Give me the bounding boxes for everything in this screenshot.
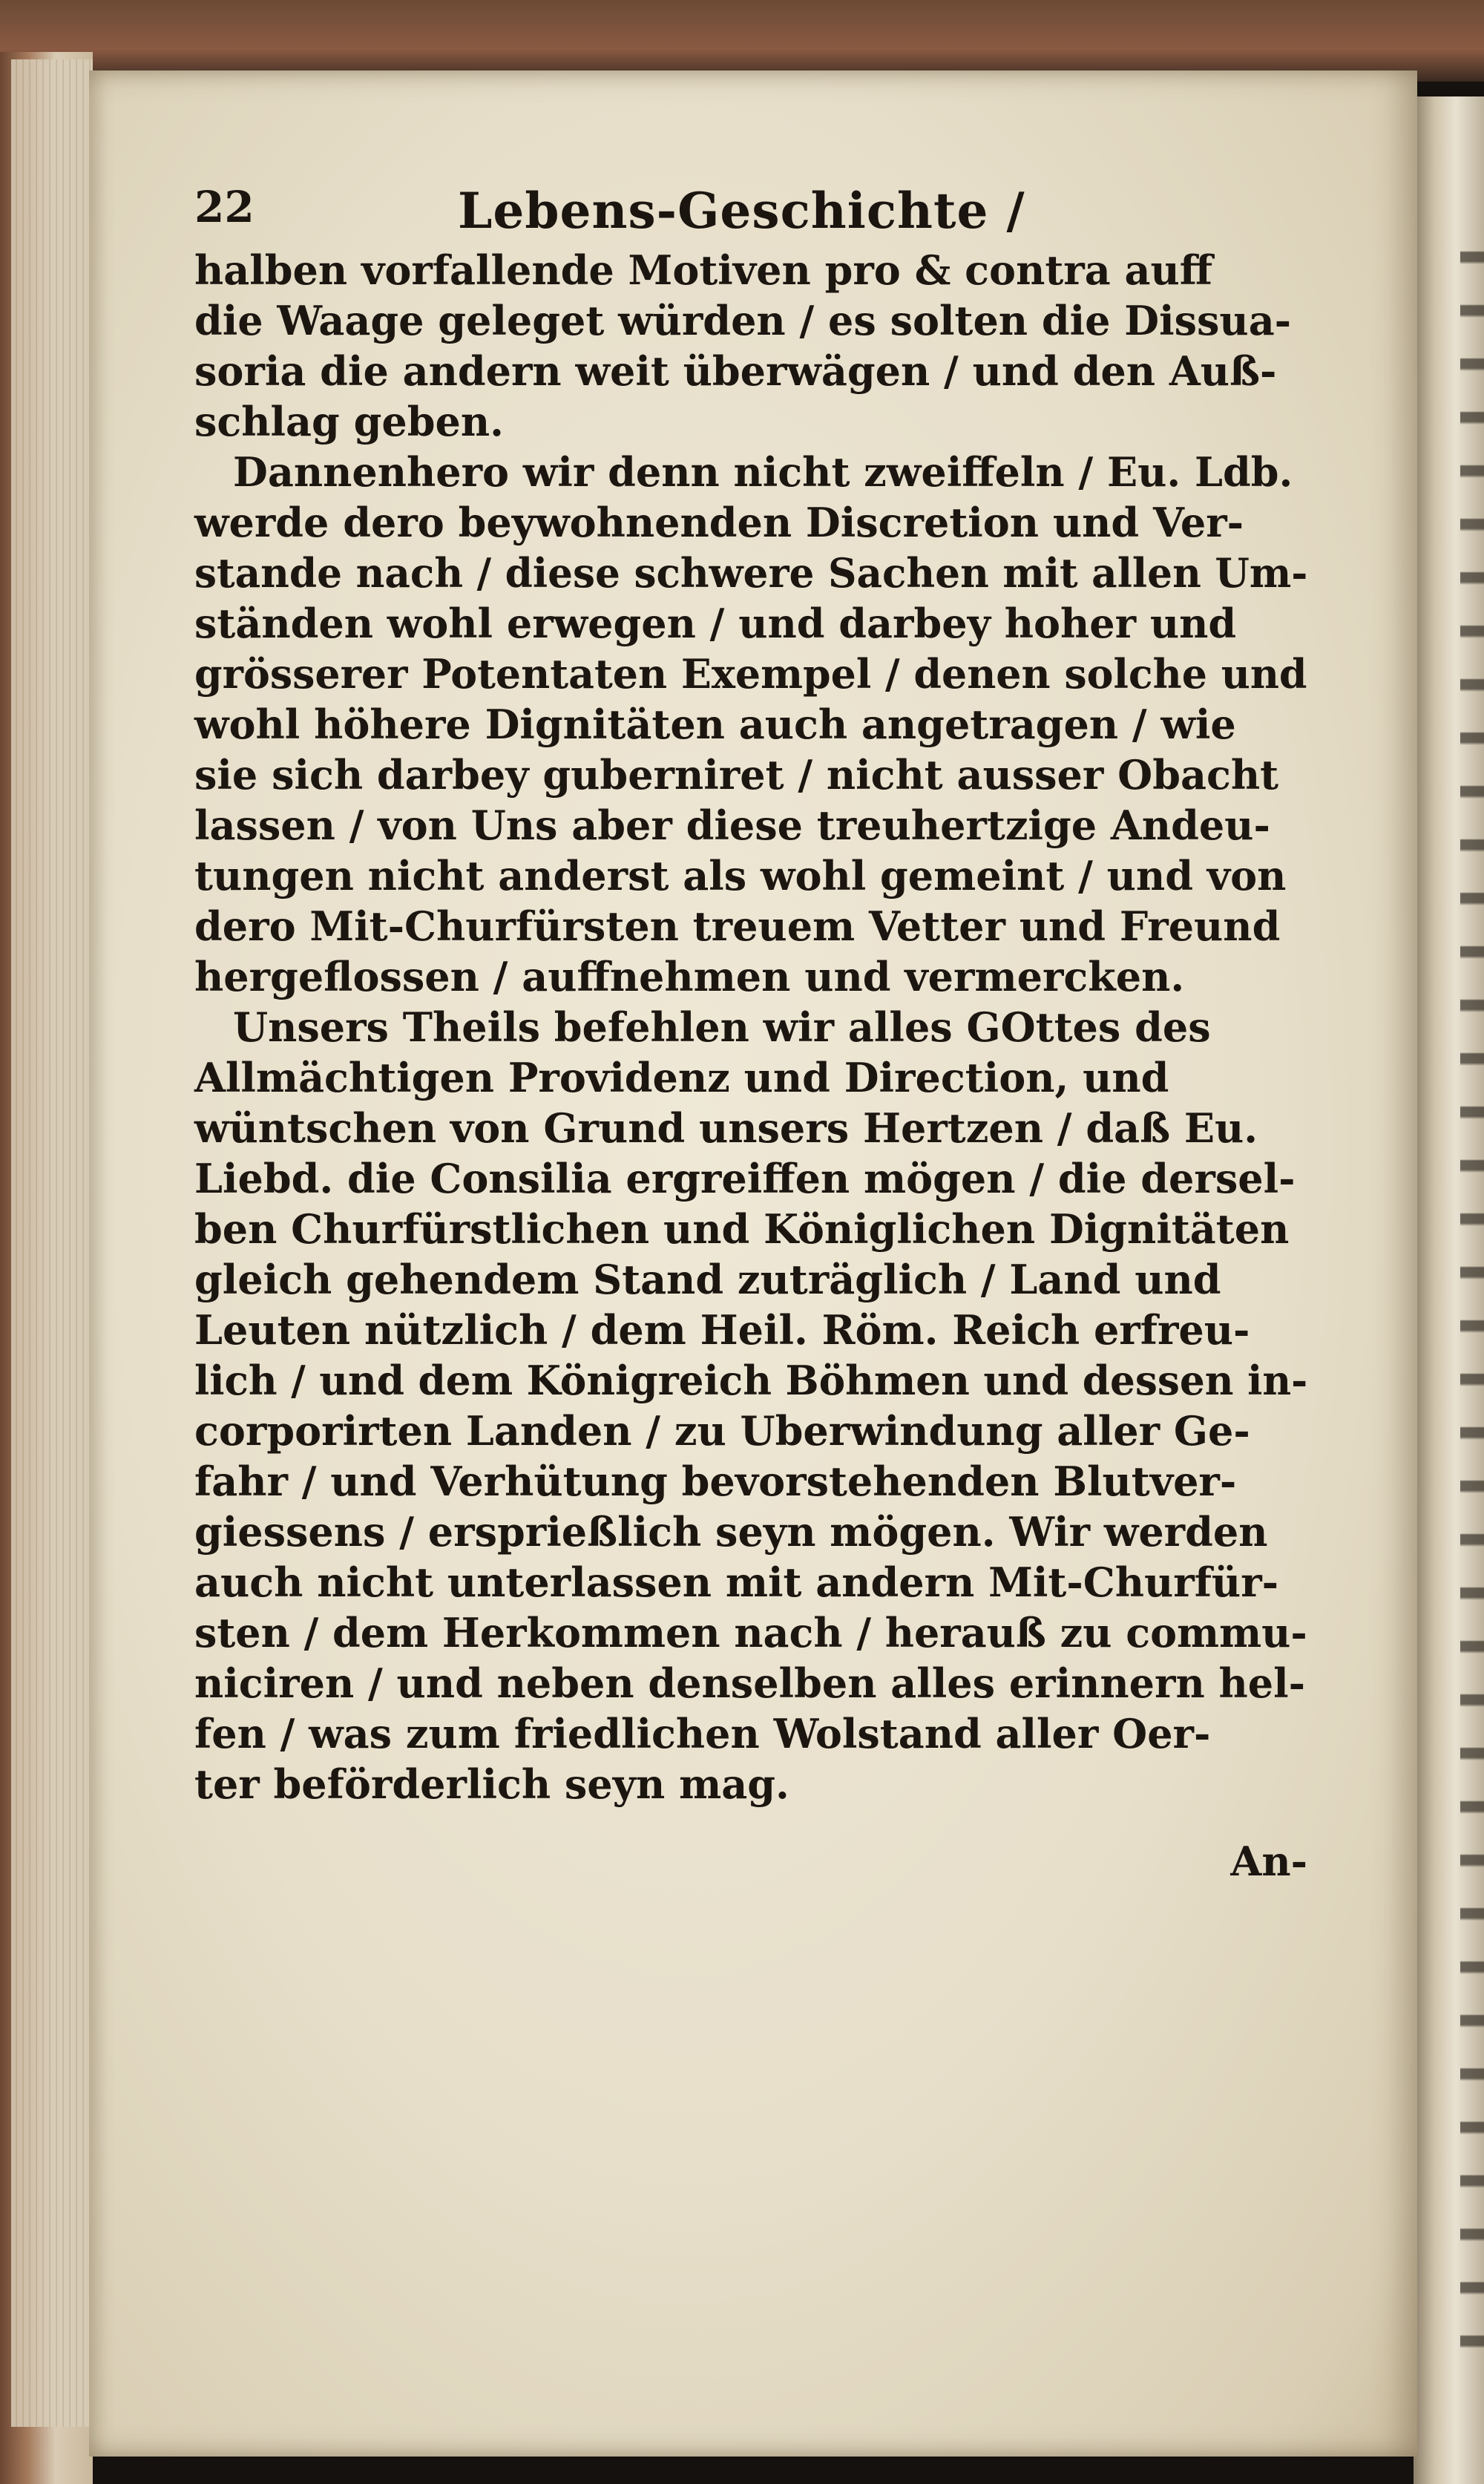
- text-line: auch nicht unterlassen mit andern Mit-Churfür-: [194, 1559, 1279, 1606]
- text-line: grösserer Potentaten Exempel / denen solche und: [194, 650, 1307, 698]
- text-line: corporirten Landen / zu Uberwindung aller Ge-: [194, 1407, 1250, 1455]
- text-line: soria die andern weit überwägen / und den Auß-: [194, 347, 1277, 395]
- text-line: giessens / ersprießlich seyn mögen. Wir werden: [194, 1508, 1268, 1556]
- paragraph: [194, 1002, 1307, 1809]
- text-line: Leuten nützlich / dem Heil. Röm. Reich erfreu-: [194, 1306, 1250, 1354]
- text-line: Liebd. die Consilia ergreiffen mögen / die dersel-: [194, 1155, 1296, 1202]
- text-line: fahr / und Verhütung bevorstehenden Blutver-: [194, 1458, 1237, 1505]
- body-text: [194, 245, 1307, 1887]
- text-line: ben Churfürstlichen und Königlichen Dignitäten: [194, 1205, 1290, 1253]
- text-line: Allmächtigen Providenz und Direction, und: [194, 1054, 1169, 1101]
- text-line: die Waage geleget würden / es solten die Dissua-: [194, 297, 1292, 344]
- paragraph: [194, 245, 1307, 447]
- text-line: lassen / von Uns aber diese treuhertzige Andeu-: [194, 802, 1270, 849]
- catchword: An-: [1230, 1838, 1307, 1885]
- page-header: [194, 182, 1307, 249]
- text-line: Dannenhero wir denn nicht zweiffeln / Eu. Ldb.: [233, 448, 1293, 496]
- text-line: sie sich darbey guberniret / nicht ausser Obacht: [194, 751, 1279, 799]
- running-head: Lebens-Geschichte /: [458, 182, 1025, 240]
- background-strip: [0, 0, 1484, 82]
- text-line: hergeflossen / auffnehmen und vermercken.: [194, 953, 1185, 1000]
- page-edges: [11, 59, 93, 2427]
- text-line: werde dero beywohnenden Discretion und Ver-: [194, 499, 1244, 546]
- text-line: stande nach / diese schwere Sachen mit allen Um-: [194, 549, 1308, 597]
- page-number: 22: [194, 182, 255, 232]
- text-line: schlag geben.: [194, 398, 504, 445]
- text-line: dero Mit-Churfürsten treuem Vetter und Freund: [194, 902, 1281, 950]
- paragraph: [194, 447, 1307, 1002]
- text-line: ter beförderlich seyn mag.: [194, 1760, 789, 1808]
- text-line: wüntschen von Grund unsers Hertzen / daß Eu.: [194, 1104, 1258, 1152]
- text-line: ständen wohl erwegen / und darbey hoher und: [194, 600, 1237, 647]
- text-line: niciren / und neben denselben alles erinnern hel-: [194, 1659, 1306, 1707]
- text-line: lich / und dem Königreich Böhmen und dessen in-: [194, 1357, 1308, 1404]
- text-line: sten / dem Herkommen nach / herauß zu commu-: [194, 1609, 1307, 1656]
- text-line: gleich gehendem Stand zuträglich / Land und: [194, 1256, 1221, 1303]
- facing-page-text-fragment: [1460, 223, 1484, 2375]
- text-line: wohl höhere Dignitäten auch angetragen / wie: [194, 701, 1236, 748]
- text-line: tungen nicht anderst als wohl gemeint / und von: [194, 852, 1287, 899]
- text-line: halben vorfallende Motiven pro & contra auff: [194, 246, 1213, 294]
- text-line: fen / was zum friedlichen Wolstand aller Oer-: [194, 1710, 1211, 1757]
- text-line: Unsers Theils befehlen wir alles GOttes des: [233, 1003, 1211, 1051]
